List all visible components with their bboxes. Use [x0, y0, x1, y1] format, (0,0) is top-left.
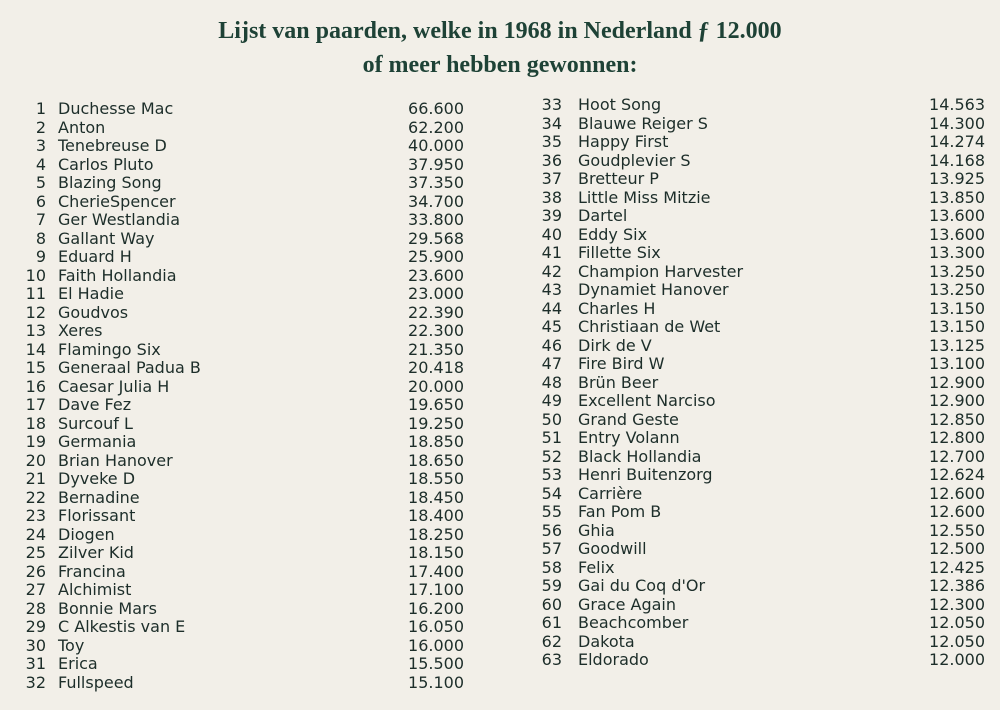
winnings-amount: 66.600	[408, 99, 464, 118]
horse-name: Charles H	[578, 298, 656, 318]
table-row	[530, 226, 985, 245]
horse-rank: 6	[35, 191, 46, 211]
horse-rank: 11	[25, 284, 46, 303]
winnings-amount: 23.000	[408, 284, 464, 303]
table-row	[14, 544, 464, 563]
horse-name: Bonnie Mars	[58, 598, 157, 618]
horse-name: Goudvos	[58, 302, 129, 322]
winnings-amount: 21.350	[408, 339, 464, 359]
winnings-amount: 15.100	[408, 672, 464, 692]
winnings-amount: 12.850	[929, 409, 985, 429]
winnings-amount: 13.125	[929, 335, 985, 355]
horse-rank: 30	[25, 635, 46, 655]
horse-rank: 50	[541, 409, 562, 429]
winnings-amount: 12.700	[929, 446, 985, 466]
winnings-amount: 19.250	[408, 413, 464, 433]
horse-rank: 45	[541, 317, 562, 336]
horse-name: Eddy Six	[578, 224, 648, 244]
horse-rank: 51	[541, 428, 562, 447]
horse-rank: 27	[25, 580, 46, 599]
horse-name: C Alkestis van E	[58, 617, 186, 636]
winnings-amount: 37.950	[408, 154, 464, 174]
horse-rank: 41	[541, 243, 562, 262]
table-row	[14, 267, 464, 286]
horse-name: Beachcomber	[578, 613, 689, 632]
table-row	[14, 322, 464, 341]
horse-rank: 19	[25, 432, 46, 451]
horse-name: Dyveke D	[58, 469, 136, 488]
winnings-amount: 13.150	[929, 298, 985, 318]
horse-name: Goudplevier S	[578, 150, 691, 170]
winnings-amount: 13.100	[929, 354, 985, 373]
horse-rank: 17	[25, 395, 46, 414]
horse-name: Francina	[58, 561, 126, 581]
horse-rank: 59	[541, 576, 562, 595]
table-row	[14, 100, 464, 119]
table-row	[530, 522, 985, 541]
table-row	[530, 300, 985, 319]
winnings-amount: 12.800	[929, 428, 985, 447]
horse-rank: 53	[541, 465, 562, 484]
winnings-amount: 13.250	[929, 280, 985, 299]
table-row	[14, 396, 464, 415]
table-row	[530, 337, 985, 356]
table-row	[530, 429, 985, 448]
winnings-amount: 19.650	[408, 395, 464, 414]
horse-rank: 48	[541, 372, 562, 392]
horse-rank: 3	[35, 136, 46, 155]
horse-rank: 10	[25, 265, 46, 285]
horse-rank: 52	[541, 446, 562, 466]
winnings-amount: 33.800	[408, 210, 464, 229]
winnings-amount: 62.200	[408, 117, 464, 137]
horse-rank: 58	[541, 557, 562, 577]
table-row	[530, 651, 985, 670]
table-row	[14, 137, 464, 156]
horse-rank: 36	[541, 150, 562, 170]
horse-name: Hoot Song	[578, 95, 662, 114]
horse-rank: 18	[25, 413, 46, 433]
horse-name: Carlos Pluto	[58, 154, 154, 174]
winnings-amount: 12.900	[929, 391, 985, 410]
horse-rank: 9	[35, 247, 46, 266]
winnings-amount: 16.200	[408, 598, 464, 618]
horse-rank: 22	[25, 487, 46, 507]
winnings-amount: 12.500	[929, 539, 985, 558]
table-row	[530, 170, 985, 189]
horse-rank: 4	[35, 154, 46, 174]
table-row	[14, 359, 464, 378]
horse-rank: 5	[35, 173, 46, 192]
page-title	[0, 14, 1000, 82]
table-row	[14, 119, 464, 138]
table-row	[14, 174, 464, 193]
winnings-amount: 20.418	[408, 358, 464, 377]
horse-rank: 13	[25, 321, 46, 340]
horse-name: Dakota	[578, 631, 635, 651]
horse-name: Toy	[58, 635, 85, 655]
horse-name: Fullspeed	[58, 672, 134, 692]
horse-name: Flamingo Six	[58, 339, 161, 359]
winnings-amount: 13.600	[929, 206, 985, 225]
horse-name: Zilver Kid	[58, 543, 134, 562]
table-row	[14, 211, 464, 230]
table-row	[14, 433, 464, 452]
horse-rank: 21	[25, 469, 46, 488]
horse-name: Bernadine	[58, 487, 140, 507]
winnings-amount: 18.550	[408, 469, 464, 488]
table-row	[530, 596, 985, 615]
horse-name: Champion Harvester	[578, 261, 744, 281]
winnings-amount: 12.550	[929, 520, 985, 540]
winnings-amount: 18.250	[408, 524, 464, 544]
horse-name: Florissant	[58, 506, 136, 525]
winnings-amount: 13.600	[929, 224, 985, 244]
horse-rank: 40	[541, 224, 562, 244]
winnings-amount: 14.563	[929, 95, 985, 114]
table-row	[14, 193, 464, 212]
horse-rank: 35	[541, 132, 562, 151]
horse-rank: 55	[541, 502, 562, 521]
table-row	[530, 466, 985, 485]
table-row	[530, 614, 985, 633]
horse-name: Felix	[578, 557, 615, 577]
table-row	[14, 507, 464, 526]
horse-rank: 43	[541, 280, 562, 299]
table-row	[14, 526, 464, 545]
horse-name: Ger Westlandia	[58, 210, 181, 229]
winnings-amount: 14.168	[929, 150, 985, 170]
winnings-amount: 22.390	[408, 302, 464, 322]
horse-name: Little Miss Mitzie	[578, 187, 711, 207]
horse-name: El Hadie	[58, 284, 124, 303]
horse-name: Ghia	[578, 520, 615, 540]
table-row	[530, 318, 985, 337]
table-row	[14, 285, 464, 304]
table-row	[530, 152, 985, 171]
horse-rank: 8	[35, 228, 46, 248]
horse-name: Dave Fez	[58, 395, 132, 414]
winnings-amount: 12.600	[929, 502, 985, 521]
winnings-amount: 12.050	[929, 613, 985, 632]
table-row	[530, 485, 985, 504]
winnings-amount: 18.400	[408, 506, 464, 525]
horse-name: Carrière	[578, 483, 643, 503]
horse-name: Grace Again	[578, 594, 676, 614]
table-row	[530, 392, 985, 411]
table-row	[530, 540, 985, 559]
table-row	[530, 448, 985, 467]
horse-rank: 62	[541, 631, 562, 651]
winnings-amount: 29.568	[408, 228, 464, 248]
horse-rank: 57	[541, 539, 562, 558]
horse-rank: 46	[541, 335, 562, 355]
table-row	[530, 263, 985, 282]
table-row	[530, 133, 985, 152]
horse-rank: 1	[35, 99, 46, 118]
winnings-amount: 18.650	[408, 450, 464, 470]
horse-rank: 56	[541, 520, 562, 540]
table-row	[14, 674, 464, 693]
horse-rank: 15	[25, 358, 46, 377]
winnings-amount: 34.700	[408, 191, 464, 211]
winnings-amount: 13.925	[929, 169, 985, 188]
winnings-amount: 13.300	[929, 243, 985, 262]
horse-name: Bretteur P	[578, 169, 659, 188]
winnings-amount: 14.300	[929, 113, 985, 133]
winnings-amount: 14.274	[929, 132, 985, 151]
table-row	[14, 637, 464, 656]
winnings-amount: 40.000	[408, 136, 464, 155]
horse-rank: 16	[25, 376, 46, 396]
table-row	[14, 470, 464, 489]
horse-rank: 23	[25, 506, 46, 525]
horse-name: Black Hollandia	[578, 446, 702, 466]
horse-rank: 33	[541, 95, 562, 114]
horse-name: Eldorado	[578, 650, 649, 669]
winnings-amount: 37.350	[408, 173, 464, 192]
table-row	[530, 207, 985, 226]
winnings-amount: 12.050	[929, 631, 985, 651]
table-row	[14, 341, 464, 360]
title-line-2: of meer hebben gewonnen:	[362, 52, 638, 78]
horse-rank: 2	[35, 117, 46, 137]
table-row	[14, 248, 464, 267]
table-row	[14, 230, 464, 249]
table-row	[14, 600, 464, 619]
horse-rank: 54	[541, 483, 562, 503]
horse-rank: 7	[35, 210, 46, 229]
horse-name: Eduard H	[58, 247, 132, 266]
horse-name: Fire Bird W	[578, 354, 665, 373]
table-row	[14, 618, 464, 637]
horse-name: Dartel	[578, 206, 628, 225]
table-row	[530, 115, 985, 134]
winnings-amount: 12.300	[929, 594, 985, 614]
table-row	[14, 563, 464, 582]
horse-name: Diogen	[58, 524, 115, 544]
horse-name: Brün Beer	[578, 372, 659, 392]
horse-name: Erica	[58, 654, 98, 673]
horse-name: Happy First	[578, 132, 669, 151]
horse-rank: 47	[541, 354, 562, 373]
horse-list-left	[14, 100, 464, 692]
title-line-1: Lijst van paarden, welke in 1968 in Nederland ƒ 12.000	[218, 18, 782, 44]
winnings-amount: 12.425	[929, 557, 985, 577]
table-row	[14, 304, 464, 323]
table-row	[530, 374, 985, 393]
horse-name: Generaal Padua B	[58, 358, 201, 377]
horse-name: Dirk de V	[578, 335, 652, 355]
winnings-amount: 15.500	[408, 654, 464, 673]
horse-name: Tenebreuse D	[58, 136, 167, 155]
horse-rank: 39	[541, 206, 562, 225]
horse-name: CherieSpencer	[58, 191, 176, 211]
horse-name: Blazing Song	[58, 173, 162, 192]
table-row	[14, 378, 464, 397]
table-row	[530, 577, 985, 596]
table-row	[14, 489, 464, 508]
table-row	[14, 655, 464, 674]
horse-rank: 31	[25, 654, 46, 673]
table-row	[14, 452, 464, 471]
table-row	[530, 559, 985, 578]
horse-rank: 25	[25, 543, 46, 562]
horse-name: Henri Buitenzorg	[578, 465, 713, 484]
table-row	[14, 415, 464, 434]
winnings-amount: 20.000	[408, 376, 464, 396]
horse-name: Fan Pom B	[578, 502, 662, 521]
table-row	[530, 244, 985, 263]
horse-rank: 38	[541, 187, 562, 207]
horse-name: Grand Geste	[578, 409, 679, 429]
horse-rank: 24	[25, 524, 46, 544]
horse-rank: 60	[541, 594, 562, 614]
horse-rank: 29	[25, 617, 46, 636]
horse-name: Alchimist	[58, 580, 132, 599]
table-row	[530, 411, 985, 430]
horse-name: Faith Hollandia	[58, 265, 177, 285]
table-row	[530, 189, 985, 208]
horse-rank: 63	[541, 650, 562, 669]
winnings-amount: 18.150	[408, 543, 464, 562]
winnings-amount: 16.000	[408, 635, 464, 655]
winnings-amount: 17.400	[408, 561, 464, 581]
horse-rank: 37	[541, 169, 562, 188]
horse-name: Surcouf L	[58, 413, 133, 433]
horse-rank: 34	[541, 113, 562, 133]
winnings-amount: 13.150	[929, 317, 985, 336]
horse-name: Excellent Narciso	[578, 391, 716, 410]
horse-name: Fillette Six	[578, 243, 661, 262]
winnings-amount: 13.850	[929, 187, 985, 207]
table-row	[14, 156, 464, 175]
horse-name: Germania	[58, 432, 137, 451]
winnings-amount: 12.900	[929, 372, 985, 392]
horse-rank: 12	[25, 302, 46, 322]
horse-rank: 14	[25, 339, 46, 359]
winnings-amount: 12.624	[929, 465, 985, 484]
table-row	[530, 281, 985, 300]
table-row	[14, 581, 464, 600]
horse-rank: 49	[541, 391, 562, 410]
horse-name: Goodwill	[578, 539, 647, 558]
winnings-amount: 18.450	[408, 487, 464, 507]
horse-name: Entry Volann	[578, 428, 680, 447]
horse-name: Christiaan de Wet	[578, 317, 721, 336]
winnings-amount: 12.386	[929, 576, 985, 595]
horse-name: Gai du Coq d'Or	[578, 576, 706, 595]
horse-name: Duchesse Mac	[58, 99, 174, 118]
horse-rank: 32	[25, 672, 46, 692]
horse-rank: 44	[541, 298, 562, 318]
winnings-amount: 18.850	[408, 432, 464, 451]
horse-name: Anton	[58, 117, 106, 137]
winnings-amount: 23.600	[408, 265, 464, 285]
winnings-amount: 13.250	[929, 261, 985, 281]
horse-name: Caesar Julia H	[58, 376, 170, 396]
winnings-amount: 25.900	[408, 247, 464, 266]
horse-rank: 42	[541, 261, 562, 281]
horse-name: Xeres	[58, 321, 103, 340]
winnings-amount: 17.100	[408, 580, 464, 599]
horse-rank: 26	[25, 561, 46, 581]
winnings-amount: 16.050	[408, 617, 464, 636]
table-row	[530, 96, 985, 115]
table-row	[530, 633, 985, 652]
horse-rank: 28	[25, 598, 46, 618]
horse-rank: 61	[541, 613, 562, 632]
horse-rank: 20	[25, 450, 46, 470]
horse-name: Blauwe Reiger S	[578, 113, 708, 133]
winnings-amount: 12.600	[929, 483, 985, 503]
horse-list-right	[530, 96, 985, 670]
horse-name: Brian Hanover	[58, 450, 173, 470]
table-row	[530, 503, 985, 522]
winnings-amount: 12.000	[929, 650, 985, 669]
winnings-amount: 22.300	[408, 321, 464, 340]
table-row	[530, 355, 985, 374]
horse-name: Dynamiet Hanover	[578, 280, 729, 299]
horse-name: Gallant Way	[58, 228, 155, 248]
